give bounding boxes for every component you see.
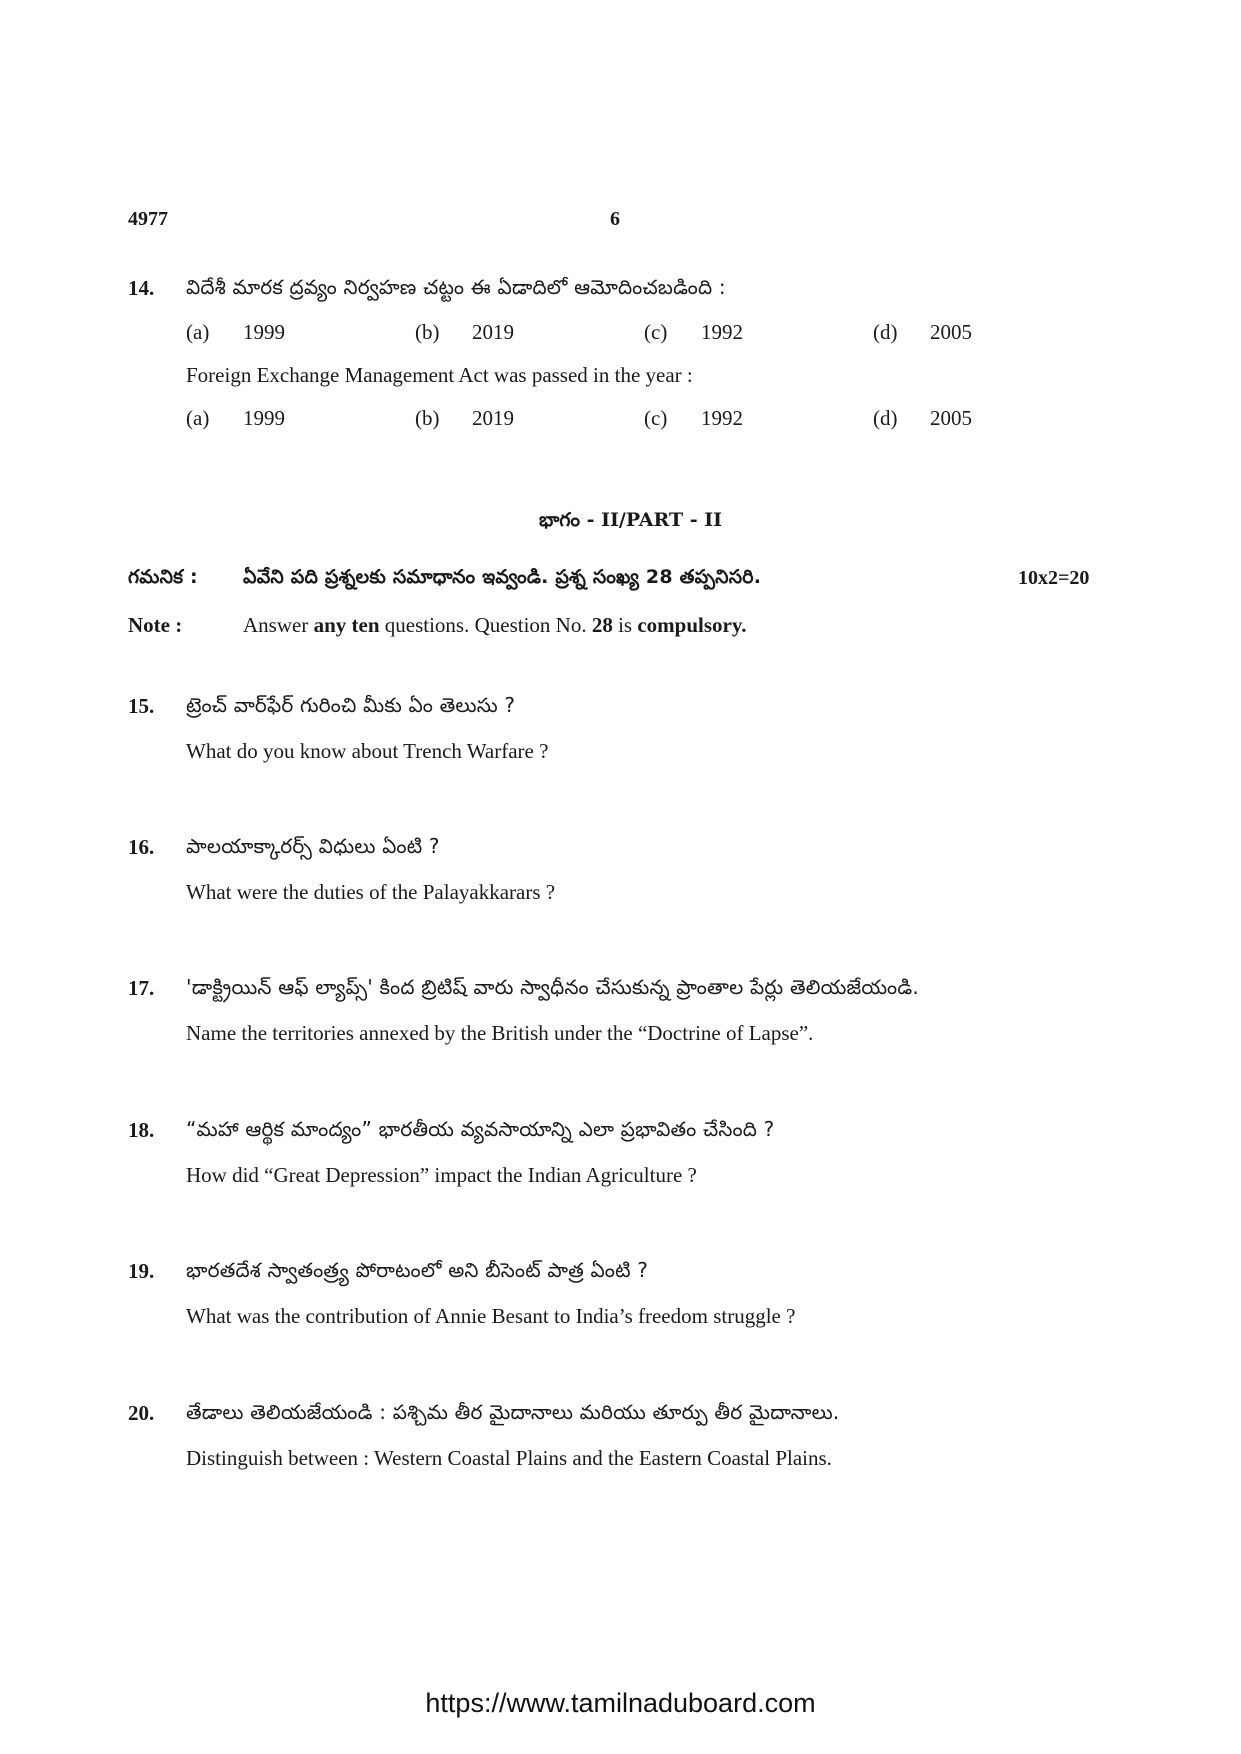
note-question-number: 28 <box>645 566 673 588</box>
paper-code: 4977 <box>128 208 168 230</box>
question-number: 16. <box>128 835 155 859</box>
note-question-number: 28 <box>591 613 613 637</box>
option-value: 2005 <box>930 406 972 430</box>
note-text-part: తప్పనిసరి. <box>679 566 762 588</box>
page-number: 6 <box>610 208 620 230</box>
option-value: 2019 <box>472 406 514 430</box>
note-emphasis: any ten <box>313 613 380 637</box>
option-value: 2019 <box>472 320 514 344</box>
question-text-telugu: తేడాలు తెలియజేయండి : పశ్చిమ తీర మైదానాలు మరియు తూర్పు తీర మైదానాలు. <box>186 1400 840 1424</box>
option-label: (b) <box>415 320 440 344</box>
option-value: 2005 <box>930 320 972 344</box>
note-text-part: Answer <box>243 613 309 637</box>
question-text-english: What was the contribution of Annie Besant to India’s freedom struggle ? <box>186 1304 796 1328</box>
part-heading: భాగం - II/PART - II <box>538 509 723 531</box>
note-text-part: ఏవేని పది ప్రశ్నలకు సమాధానం ఇవ్వండి. ప్రశ్న సంఖ్య <box>243 566 640 588</box>
footer-url[interactable]: https://www.tamilnaduboard.com <box>425 1688 816 1718</box>
question-text-telugu: విదేశీ మారక ద్రవ్యం నిర్వహణ చట్టం ఈ ఏడాదిలో ఆమోదించబడింది : <box>186 275 726 299</box>
question-number: 15. <box>128 694 155 718</box>
option-value: 1992 <box>701 320 743 344</box>
question-number: 19. <box>128 1259 155 1283</box>
question-text-english: How did “Great Depression” impact the Indian Agriculture ? <box>186 1163 697 1187</box>
option-label: (c) <box>644 406 668 430</box>
question-text-english: Distinguish between : Western Coastal Plains and the Eastern Coastal Plains. <box>186 1446 832 1470</box>
option-label: (c) <box>644 320 668 344</box>
question-text-telugu: 'డాక్ట్రియిన్ ఆఫ్ ల్యాప్స్' కింద బ్రిటిష్ వారు స్వాధీనం చేసుకున్న ప్రాంతాల పేర్లు తెలియజేయండి. <box>186 975 919 999</box>
note-label-english: Note : <box>128 613 183 637</box>
option-label: (a) <box>186 406 210 430</box>
option-label: (d) <box>873 320 898 344</box>
option-value: 1999 <box>243 406 285 430</box>
option-label: (a) <box>186 320 210 344</box>
option-value: 1999 <box>243 320 285 344</box>
question-text-telugu: భారతదేశ స్వాతంత్ర్య పోరాటంలో అని బీసెంట్ పాత్ర ఏంటి ? <box>186 1258 649 1282</box>
option-label: (d) <box>873 406 898 430</box>
question-number: 18. <box>128 1118 155 1142</box>
question-text-english: Name the territories annexed by the British under the “Doctrine of Lapse”. <box>186 1021 814 1045</box>
question-text-telugu: ట్రెంచ్ వార్‌ఫేర్ గురించి మీకు ఏం తెలుసు ? <box>186 693 516 717</box>
question-number: 14. <box>128 276 155 300</box>
question-text-english: What were the duties of the Palayakkarars ? <box>186 880 556 904</box>
note-emphasis: compulsory. <box>637 613 747 637</box>
question-text-telugu: “మహా ఆర్థిక మాంద్యం” భారతీయ వ్యవసాయాన్ని ఎలా ప్రభావితం చేసింది ? <box>186 1117 775 1141</box>
note-text-telugu <box>243 566 761 593</box>
note-text-part: questions. Question No. <box>384 613 587 637</box>
option-value: 1992 <box>701 406 743 430</box>
note-text-english <box>243 613 746 638</box>
question-number: 20. <box>128 1401 155 1425</box>
note-text-part: is <box>618 613 633 637</box>
note-label-telugu: గమనిక : <box>128 566 198 588</box>
option-label: (b) <box>415 406 440 430</box>
question-number: 17. <box>128 976 155 1000</box>
question-text-english: What do you know about Trench Warfare ? <box>186 739 549 763</box>
question-text-english: Foreign Exchange Management Act was passed in the year : <box>186 363 693 387</box>
question-text-telugu: పాలయాక్కారర్స్ విధులు ఏంటి ? <box>186 834 440 858</box>
marks-allocation: 10x2=20 <box>1018 567 1090 589</box>
